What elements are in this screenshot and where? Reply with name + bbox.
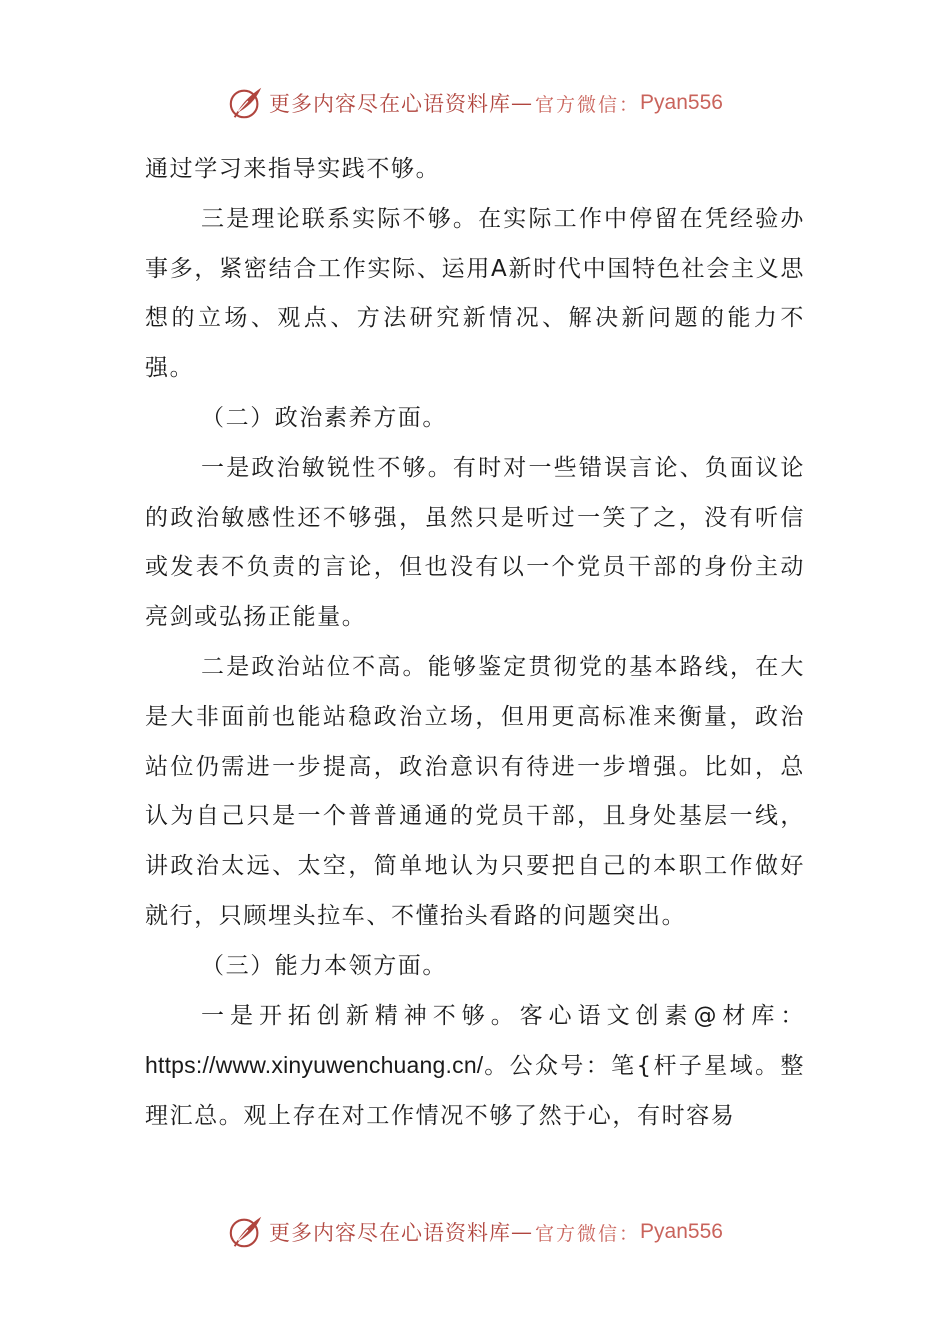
paragraph-political-sensitivity: 一是政治敏锐性不够。有时对一些错误言论、负面议论的政治敏感性还不够强，虽然只是听过一笑了之，没有听信或发表不负责的言论，但也没有以一个党员干部的身份主动亮剑或弘扬正能量。 (145, 454, 805, 631)
paragraph-continued: 通过学习来指导实践不够。 (145, 156, 441, 182)
paragraph-theory-practice: 三是理论联系实际不够。在实际工作中停留在凭经验办事多，紧密结合工作实际、运用A新时代中国特色社会主义思想的立场、观点、方法研究新情况、解决新问题的能力不强。 (145, 205, 805, 382)
banner-slogan: 更多内容尽在心语资料库 (269, 1221, 512, 1245)
section-heading-ability: （三）能力本领方面。 (201, 952, 447, 979)
banner-dash: — (511, 91, 534, 115)
document-body (145, 145, 805, 1142)
banner-slogan: 更多内容尽在心语资料库 (269, 92, 512, 116)
banner-contact-label: 官方微信： (535, 93, 641, 116)
banner-contact-id: Pyan556 (640, 91, 723, 114)
banner-dash: — (511, 1220, 534, 1244)
quill-pen-logo-icon (227, 1213, 265, 1251)
website-link[interactable]: https://www.xinyuwenchuang.cn/ (145, 1052, 484, 1079)
banner-contact-id: Pyan556 (640, 1220, 723, 1243)
paragraph-innovation-rest: 。公众号：笔{杆子星域。整理汇总。观上存在对工作情况不够了然于心，有时容易 (145, 1053, 805, 1130)
section-heading-political-literacy: （二）政治素养方面。 (201, 404, 447, 431)
footer-banner (0, 1212, 950, 1252)
header-banner (0, 83, 950, 123)
banner-contact-label: 官方微信： (535, 1222, 641, 1245)
paragraph-political-stance: 二是政治站位不高。能够鉴定贯彻党的基本路线，在大是大非面前也能站稳政治立场，但用更高标准来衡量，政治站位仍需进一步提高，政治意识有待进一步增强。比如，总认为自己只是一个普普通通的党员干部，且身处基层一线，讲政治太远、太空，简单地认为只要把自己的本职工作做好就行，只顾埋头拉车、不懂抬头看路的问题突出。 (145, 653, 805, 929)
paragraph-innovation-lead: 一是开拓创新精神不够。客心语文创素@材库： (201, 1002, 805, 1029)
paragraph-innovation (145, 992, 805, 1142)
quill-pen-logo-icon (227, 84, 265, 122)
